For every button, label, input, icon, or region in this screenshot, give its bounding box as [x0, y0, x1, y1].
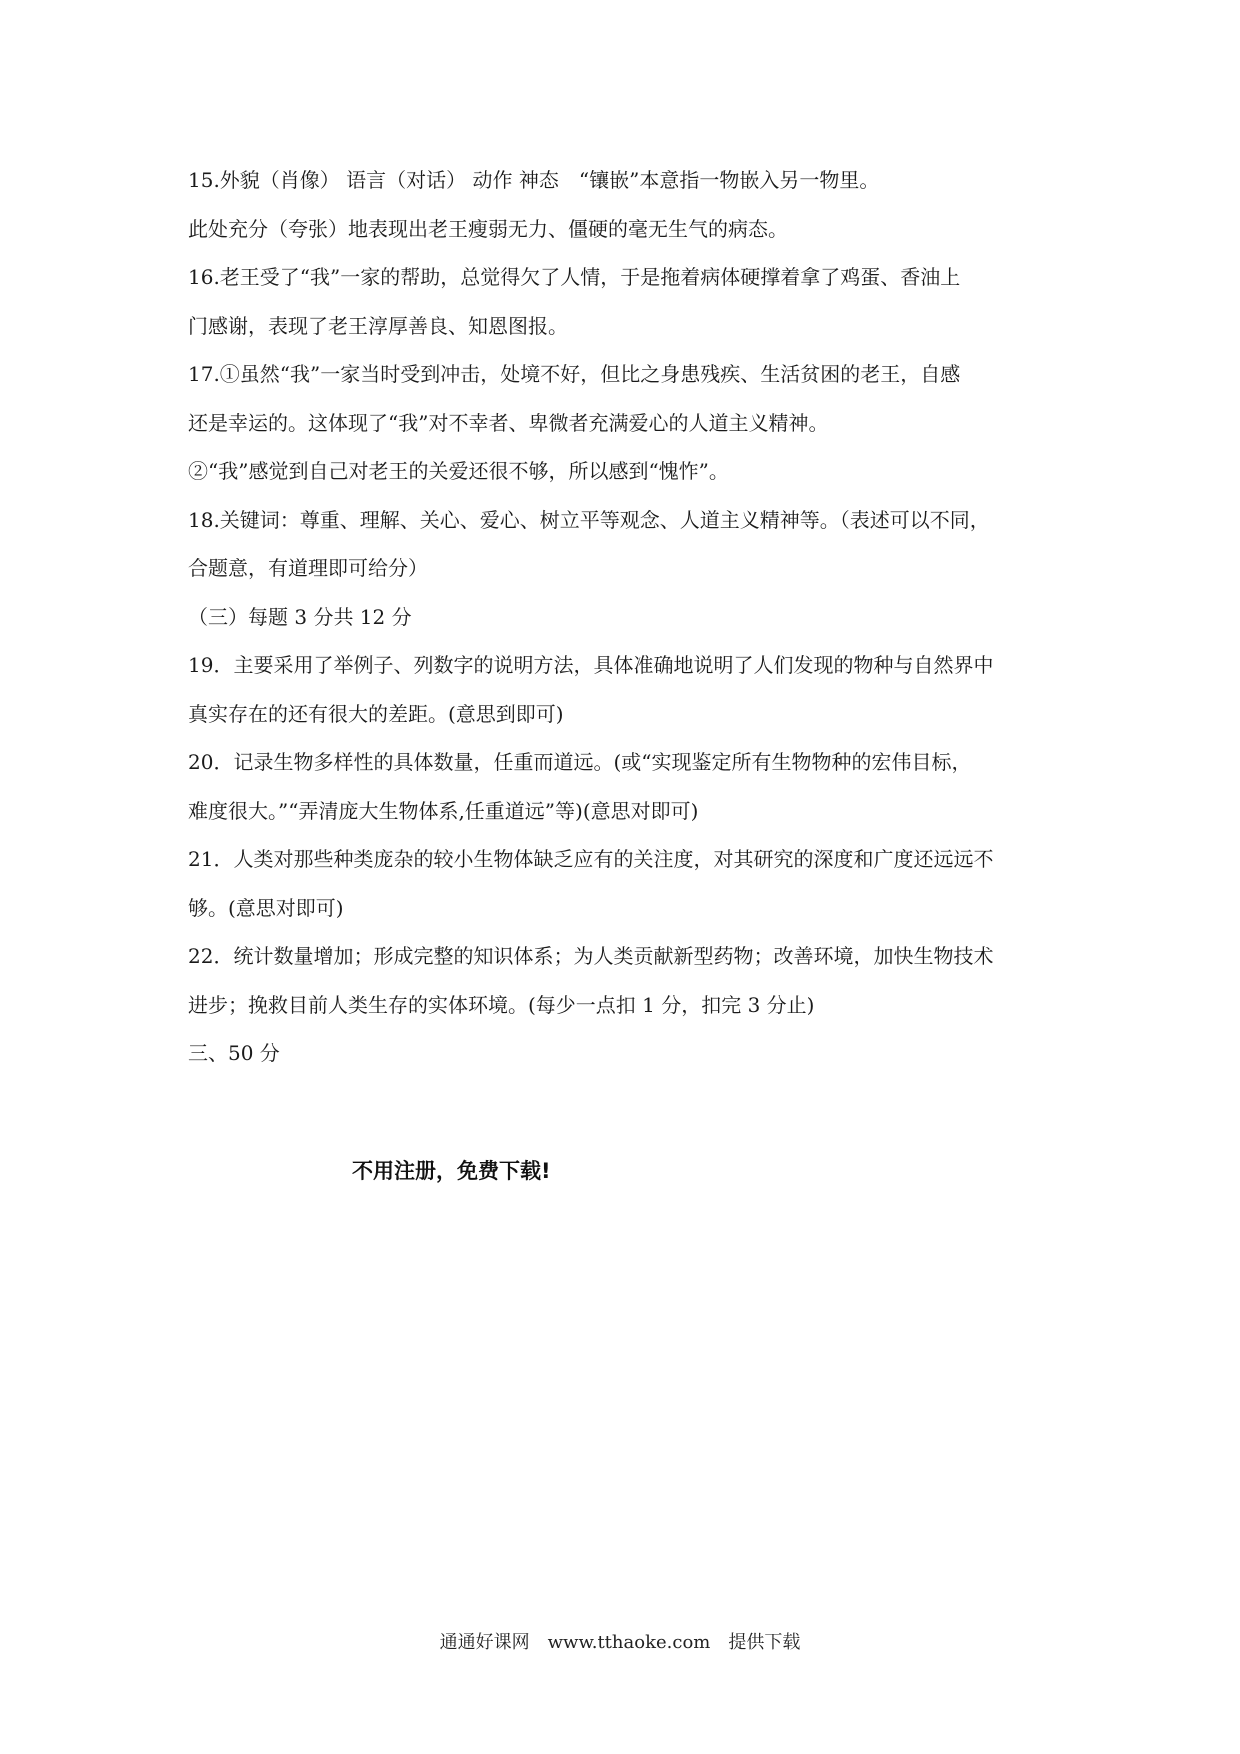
text-line: 16.老王受了“我”一家的帮助，总觉得欠了人情，于是拖着病体硬撑着拿了鸡蛋、香油上 [188, 265, 961, 289]
text-line: 够。(意思对即可) [188, 895, 344, 920]
text-line: ②“我”感觉到自己对老王的关爱还很不够，所以感到“愧怍”。 [188, 459, 729, 483]
text-line: 22．统计数量增加；形成完整的知识体系；为人类贡献新型药物；改善环境，加快生物技术 [188, 944, 994, 968]
text-line: 此处充分（夸张）地表现出老王瘦弱无力、僵硬的毫无生气的病态。 [188, 216, 788, 241]
text-line: 18.关键词：尊重、理解、关心、爱心、树立平等观念、人道主义精神等。（表述可以不同， [188, 507, 990, 532]
text-line: 还是幸运的。这体现了“我”对不幸者、卑微者充满爱心的人道主义精神。 [188, 410, 829, 435]
promo-text: 不用注册，免费下载! [352, 1159, 551, 1183]
text-line: 20．记录生物多样性的具体数量，任重而道远。(或“实现鉴定所有生物物种的宏伟目标， [188, 750, 972, 774]
text-line: 合题意，有道理即可给分） [188, 556, 428, 580]
text-line: 19．主要采用了举例子、列数字的说明方法，具体准确地说明了人们发现的物种与自然界中 [188, 653, 994, 677]
text-line: 真实存在的还有很大的差距。(意思到即可) [188, 701, 564, 726]
section-heading: 三、50 分 [188, 1041, 280, 1065]
text-line: 难度很大。”“弄清庞大生物体系,任重道远”等)(意思对即可) [188, 798, 699, 823]
text-line: 进步；挽救目前人类生存的实体环境。(每少一点扣 1 分，扣完 3 分止) [188, 992, 815, 1017]
page-footer: 通通好课网 www.tthaoke.com 提供下载 [439, 1632, 801, 1653]
section-heading: （三）每题 3 分共 12 分 [188, 604, 412, 629]
text-line: 15.外貌（肖像） 语言（对话） 动作 神态 “镶嵌”本意指一物嵌入另一物里。 [188, 168, 880, 192]
text-line: 门感谢，表现了老王淳厚善良、知恩图报。 [188, 313, 568, 338]
answer-text [188, 156, 1058, 1078]
text-line: 21．人类对那些种类庞杂的较小生物体缺乏应有的关注度，对其研究的深度和广度还远远不 [188, 847, 994, 871]
text-line: 17.①虽然“我”一家当时受到冲击，处境不好，但比之身患残疾、生活贫困的老王，自感 [188, 362, 961, 386]
